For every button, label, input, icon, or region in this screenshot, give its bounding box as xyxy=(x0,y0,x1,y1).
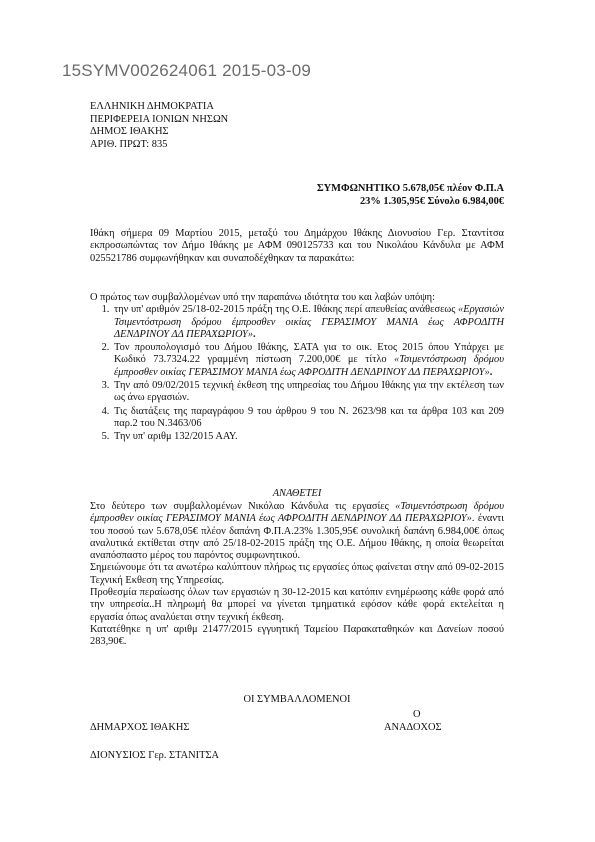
header-republic: ΕΛΛΗΝΙΚΗ ΔΗΜΟΚΡΑΤΙΑ xyxy=(90,101,214,112)
header-municipality: ΔΗΜΟΣ ΙΘΑΚΗΣ xyxy=(90,126,169,138)
agreement-title-line1: ΣΥΜΦΩΝΗΤΙΚΟ 5.678,05€ πλέον Φ.Π.Α xyxy=(316,183,504,194)
signatories-heading: ΟΙ ΣΥΜΒΑΛΛΟΜΕΝΟΙ xyxy=(243,694,351,705)
guarantee-paragraph: Κατατέθηκε η υπ' αριθμ 21477/2015 εγγυητική Ταμείου Παρακαταθηκών και Δανείων ποσού 283,90€. xyxy=(90,623,504,648)
agreement-title-line2: 23% 1.305,95€ Σύνολο 6.984,00€ xyxy=(359,196,504,207)
contractor-signature-label: ΑΝΑΔΟΧΟΣ xyxy=(384,722,442,733)
assignment-paragraph: Στο δεύτερο των συμβαλλομένων Νικόλαο Κάνδυλα τις εργασίες «Τσιμεντόστρωση δρόμου έμπροσθεν οικίας ΓΕΡΑΣΙΜΟΥ ΜΑΝΙΑ έως ΑΦΡΟΔΙΤΗ ΔΕΝΔΡΙΝΟΥ ΔΔ ΠΕΡΑΧΩΡΙΟΥ». έναντι του ποσού των 5.678,05€ πλέον δαπάνη Φ.Π.Α.23% 1.305,95€ συνολική δαπάνη 6.984,00€ όπως αναλυτικά εκτίθεται στην από 25/18-02-2015 πράξη της Ο.Ε. Δήμου Ιθάκης, η οποία θεωρείται αναπόσπαστο μέρος του παρόντος συμφωνητικού. xyxy=(90,501,505,562)
intro-paragraph: Ιθάκη σήμερα 09 Μαρτίου 2015, μεταξύ του Δημάρχου Ιθάκης Διονυσίου Γερ. Σταντίτσα εκπροσωπώντας τον Δήμο Ιθάκης με ΑΦΜ 090125733 και του Νικολάου Κάνδυλα με ΑΦΜ 025521786 συμφωνήθηκαν και συναποδέχθηκαν τα παρακάτω: xyxy=(90,228,504,264)
considerations-section xyxy=(90,292,504,445)
deadline-paragraph: Προθεσμία περαίωσης όλων των εργασιών η 30-12-2015 και κατόπιν ενημέρωσης κάθε φορά από την υπηρεσία..Η πληρωμή θα μπορεί να γίνεται τμηματικά εφόσον κάθε φορά εκτελείται η εργασία όπως αναλύεται στην τεχνική έκθεση. xyxy=(90,587,504,623)
assignment-section xyxy=(90,501,504,649)
header-protocol-number: ΑΡΙΘ. ΠΡΩΤ: 835 xyxy=(90,138,168,150)
consideration-item: 4. Τις διατάξεις της παραγράφου 9 του άρθρου 9 του Ν. 2623/98 και τα άρθρα 103 και 209 παρ.2 του Ν.3463/06 xyxy=(112,406,504,431)
agreement-title xyxy=(90,182,504,208)
issuer-header xyxy=(90,101,504,151)
document-id-stamp: 15SYMV002624061 2015-03-09 xyxy=(62,61,312,80)
considerations-list xyxy=(90,304,504,443)
consideration-item: 3. Την από 09/02/2015 τεχνική έκθεση της υπηρεσίας του Δήμου Ιθάκης για την εκτέλεση των ως άνω εργασιών. xyxy=(112,380,504,405)
first-party-statement: Ο πρώτος των συμβαλλομένων υπό την παραπάνω ιδιότητα του και λαβών υπόψη: xyxy=(90,292,436,303)
contractor-article: Ο xyxy=(413,709,421,720)
consideration-item: 1. την υπ' αριθμόν 25/18-02-2015 πράξη της Ο.Ε. Ιθάκης περί απευθείας ανάθεσεως «Εργασιών Τσιμεντόστρωση δρόμου έμπροσθεν οικίας ΓΕΡΑΣΙΜΟΥ ΜΑΝΙΑ έως ΑΦΡΟΔΙΤΗ ΔΕΝΔΡΙΝΟΥ ΔΔ ΠΕΡΑΧΩΡΙΟΥ». xyxy=(112,304,504,341)
mayor-signature-label: ΔΗΜΑΡΧΟΣ ΙΘΑΚΗΣ xyxy=(90,722,190,733)
assigns-heading: ΑΝΑΘΕΤΕΙ xyxy=(272,488,322,499)
mayor-name: ΔΙΟΝΥΣΙΟΣ Γερ. ΣΤΑΝΙΤΣΑ xyxy=(90,750,219,761)
consideration-item: 2. Τον προυπολογισμό του Δήμου Ιθάκης, ΣΑΤΑ για το οικ. Ετος 2015 όπου Υπάρχει με Κωδικό 73.7324.22 γραμμένη πίστωση 7.200,00€ με τίτλο «Τσιμεντόστρωση δρόμου έμπροσθεν οικίας ΓΕΡΑΣΙΜΟΥ ΜΑΝΙΑ έως ΑΦΡΟΔΙΤΗ ΔΕΝΔΡΙΝΟΥ ΔΔ ΠΕΡΑΧΩΡΙΟΥ». xyxy=(112,342,504,379)
coverage-paragraph: Σημειώνουμε ότι τα ανωτέρω καλύπτουν πλήρως τις εργασίες όπως φαίνεται στην από 09-02-2015 Τεχνική Εκθεση της Υπηρεσίας. xyxy=(90,562,504,586)
header-region: ΠΕΡΙΦΕΡΕΙΑ ΙΟΝΙΩΝ ΝΗΣΩΝ xyxy=(90,113,229,125)
consideration-item: 5. Την υπ' αριθμ 132/2015 ΑΑΥ. xyxy=(112,431,504,443)
